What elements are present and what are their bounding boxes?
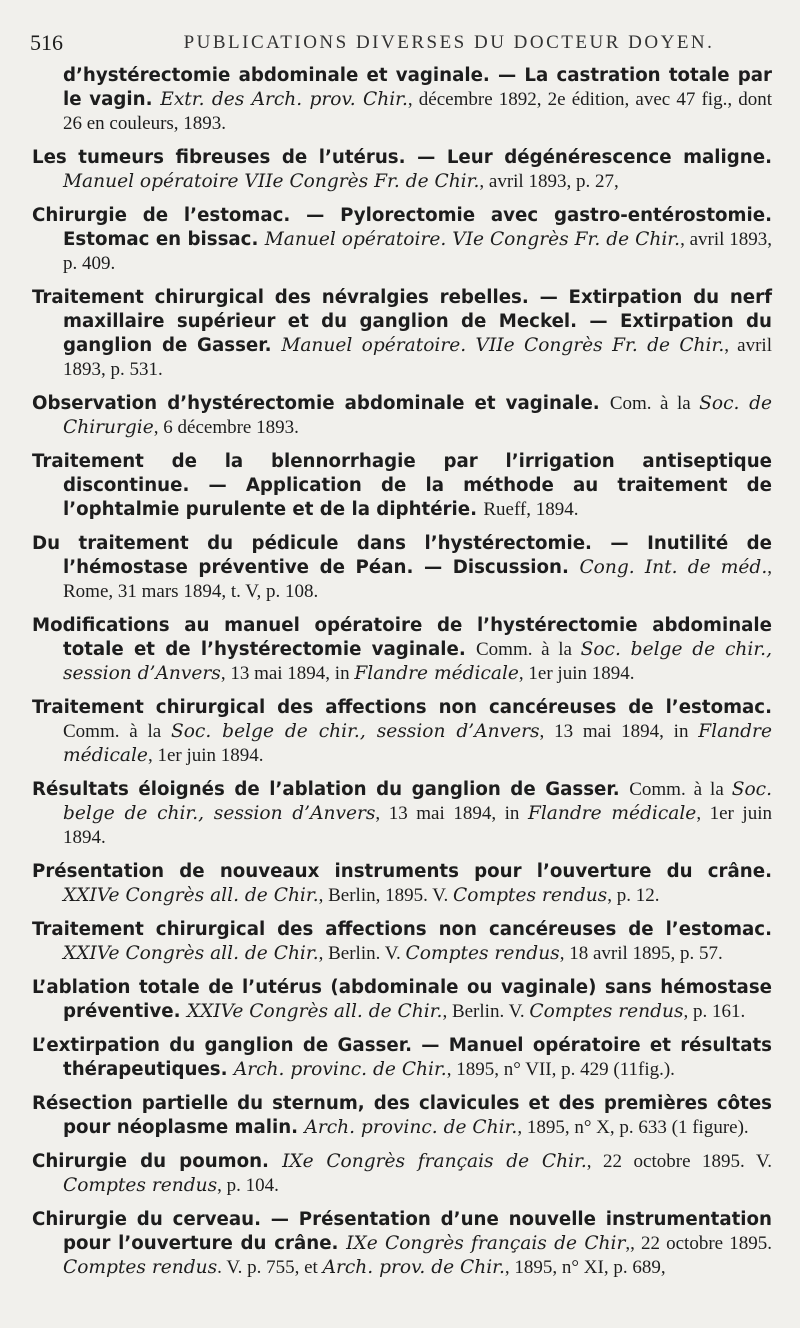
entry-source-italic: Manuel opératoire VIIe Congrès Fr. de Chir. (63, 171, 480, 192)
entry-source-italic: Comptes rendus (453, 885, 608, 906)
entry-detail: , Berlin. V. (318, 943, 406, 964)
entry-detail: , 1er juin 1894. (147, 745, 264, 766)
entry-detail: , p. 161. (683, 1001, 746, 1022)
entry-title: Chirurgie du poumon. (32, 1151, 283, 1172)
entry-title: Résection partielle du sternum, des clavicules et des premières côtes pour néoplasme malin. (32, 1093, 772, 1138)
entry-detail: , 1895, n° X, p. 633 (1 figure). (517, 1117, 749, 1138)
entry-source-italic: XXIVe Congrès all. de Chir. (63, 943, 319, 964)
entry-source-italic: Comptes rendus (63, 1257, 218, 1278)
bibliography-entry (32, 976, 772, 1024)
entry-detail: , Berlin, 1895. V. (318, 885, 454, 906)
entry-source-italic: Comptes rendus (63, 1175, 218, 1196)
entry-title: Traitement chirurgical des affections non cancéreuses de l’estomac. (32, 697, 772, 718)
entry-source-italic: Soc. de Chirurgie (63, 393, 772, 438)
entry-detail: , avril 1893, p. 531. (63, 335, 772, 380)
entry-title: Résultats éloignés de l’ablation du ganglion de Gasser. (32, 779, 630, 800)
entry-detail: , 22 octobre 1895. V. (586, 1151, 772, 1172)
bibliography-entry (32, 532, 772, 604)
entry-detail: Rueff, 1894. (483, 499, 579, 520)
entry-source-italic: Cong. Int. de méd. (579, 557, 768, 578)
entry-source-italic: Comptes rendus (529, 1001, 684, 1022)
entry-source-italic: Arch. provinc. de Chir. (233, 1059, 447, 1080)
bibliography-entry (32, 1150, 772, 1198)
bibliography-entry (32, 286, 772, 382)
entry-title: Chirurgie du cerveau. — Présentation d’une nouvelle instrumentation pour l’ouverture du crâne. (32, 1209, 772, 1254)
entry-source-italic: Soc. belge de chir., session d’Anvers (170, 721, 540, 742)
entry-source-italic: Comptes rendus (405, 943, 560, 964)
entry-source-italic: IXe Congrès français de Chir (346, 1233, 626, 1254)
bibliography-entry (32, 696, 772, 768)
entry-source-italic: Arch. prov. de Chir. (322, 1257, 505, 1278)
bibliography-entry (32, 1092, 772, 1140)
bibliography-entry (32, 860, 772, 908)
entry-detail: ,, 22 octobre 1895. (625, 1233, 772, 1254)
entry-detail: , 6 décembre 1893. (153, 417, 299, 438)
entry-title: Observation d’hystérectomie abdominale et vaginale. (32, 393, 610, 414)
entry-detail: , 18 avril 1895, p. 57. (559, 943, 723, 964)
entry-title: Du traitement du pédicule dans l’hystérectomie. — Inutilité de l’hémostase préventive de Péan. — Discussion. (32, 533, 772, 578)
entry-title: Traitement de la blennorrhagie par l’irrigation antiseptique discontinue. — Application de la méthode au traitement de l’ophtalmie purulente et de la diphtérie. (32, 451, 772, 520)
bibliography-entry (32, 1208, 772, 1280)
entry-detail: , 1er juin 1894. (63, 803, 772, 848)
entry-detail: , 1895, n° XI, p. 689, (504, 1257, 666, 1278)
page-number: 516 (30, 30, 63, 55)
entry-detail: , décembre 1892, 2e édition, avec 47 fig., dont 26 en couleurs, 1893. (63, 89, 772, 134)
bibliography-entry (32, 204, 772, 276)
bibliography-entry (32, 1034, 772, 1082)
entry-title: Présentation de nouveaux instruments pour l’ouverture du crâne. (32, 861, 772, 882)
bibliography-entry (32, 450, 772, 522)
entry-title: Modifications au manuel opératoire de l’hystérectomie abdominale totale et de l’hystérectomie vaginale. (32, 615, 772, 660)
bibliography-entry (32, 146, 772, 194)
entry-title: d’hystérectomie abdominale et vaginale. — La castration totale par le vagin. (63, 65, 772, 110)
entry-detail: , p. 104. (217, 1175, 279, 1196)
entry-detail: Comm. à la (476, 639, 581, 660)
entry-source-italic: Flandre médicale (354, 663, 519, 684)
entry-title: Chirurgie de l’estomac. — Pylorectomie avec gastro-entérostomie. Estomac en bissac. (32, 205, 772, 250)
entry-title: Les tumeurs fibreuses de l’utérus. — Leur dégénérescence maligne. (32, 147, 772, 168)
entry-detail: . V. p. 755, et (217, 1257, 323, 1278)
entry-detail: , avril 1893, p. 409. (63, 229, 772, 274)
entry-source-italic: XXIVe Congrès all. de Chir. (186, 1001, 443, 1022)
entry-source-italic: Arch. provinc. de Chir. (304, 1117, 518, 1138)
entry-detail: Com. à la (609, 393, 700, 414)
entry-source-italic: Flandre médicale (527, 803, 697, 824)
entry-detail: Comm. à la (63, 721, 171, 742)
entry-detail: Comm. à la (629, 779, 732, 800)
page-header (30, 30, 770, 60)
bibliography-entry (32, 778, 772, 850)
entry-detail: , 13 mai 1894, in (220, 663, 355, 684)
entry-title: Traitement chirurgical des névralgies rebelles. — Extirpation du nerf maxillaire supérieur et du ganglion de Meckel. — Extirpation du ganglion de Gasser. (32, 287, 772, 356)
entry-detail: , p. 12. (607, 885, 660, 906)
bibliography-entry (32, 614, 772, 686)
entry-detail: , 13 mai 1894, in (539, 721, 699, 742)
entry-source-italic: Soc. belge de chir., session d’Anvers (63, 779, 772, 824)
entry-source-italic: Manuel opératoire. VIIe Congrès Fr. de Chir. (281, 335, 725, 356)
running-title: PUBLICATIONS DIVERSES DU DOCTEUR DOYEN. (183, 32, 715, 53)
entry-title: L’ablation totale de l’utérus (abdominale ou vaginale) sans hémostase préventive. (32, 977, 772, 1022)
entry-detail: , Rome, 31 mars 1894, t. V, p. 108. (63, 557, 772, 602)
entry-detail: , 13 mai 1894, in (375, 803, 528, 824)
entry-title: L’extirpation du ganglion de Gasser. — Manuel opératoire et résultats thérapeutiques. (32, 1035, 772, 1080)
entry-detail: , avril 1893, p. 27, (479, 171, 619, 192)
bibliography-list (32, 64, 772, 1290)
entry-detail: , 1895, n° VII, p. 429 (11fig.). (446, 1059, 675, 1080)
bibliography-entry (32, 392, 772, 440)
entry-detail: , Berlin. V. (442, 1001, 530, 1022)
entry-source-italic: Manuel opératoire. VIe Congrès Fr. de Chir. (264, 229, 681, 250)
entry-source-italic: Flandre médicale (63, 721, 772, 766)
entry-source-italic: Extr. des Arch. prov. Chir. (160, 89, 408, 110)
entry-title: Traitement chirurgical des affections non cancéreuses de l’estomac. (32, 919, 772, 940)
entry-source-italic: Soc. belge de chir., session d’Anvers (63, 639, 772, 684)
bibliography-entry (32, 918, 772, 966)
entry-detail: , 1er juin 1894. (518, 663, 635, 684)
entry-source-italic: IXe Congrès français de Chir. (282, 1151, 587, 1172)
entry-source-italic: XXIVe Congrès all. de Chir. (63, 885, 319, 906)
bibliography-entry (32, 64, 772, 136)
